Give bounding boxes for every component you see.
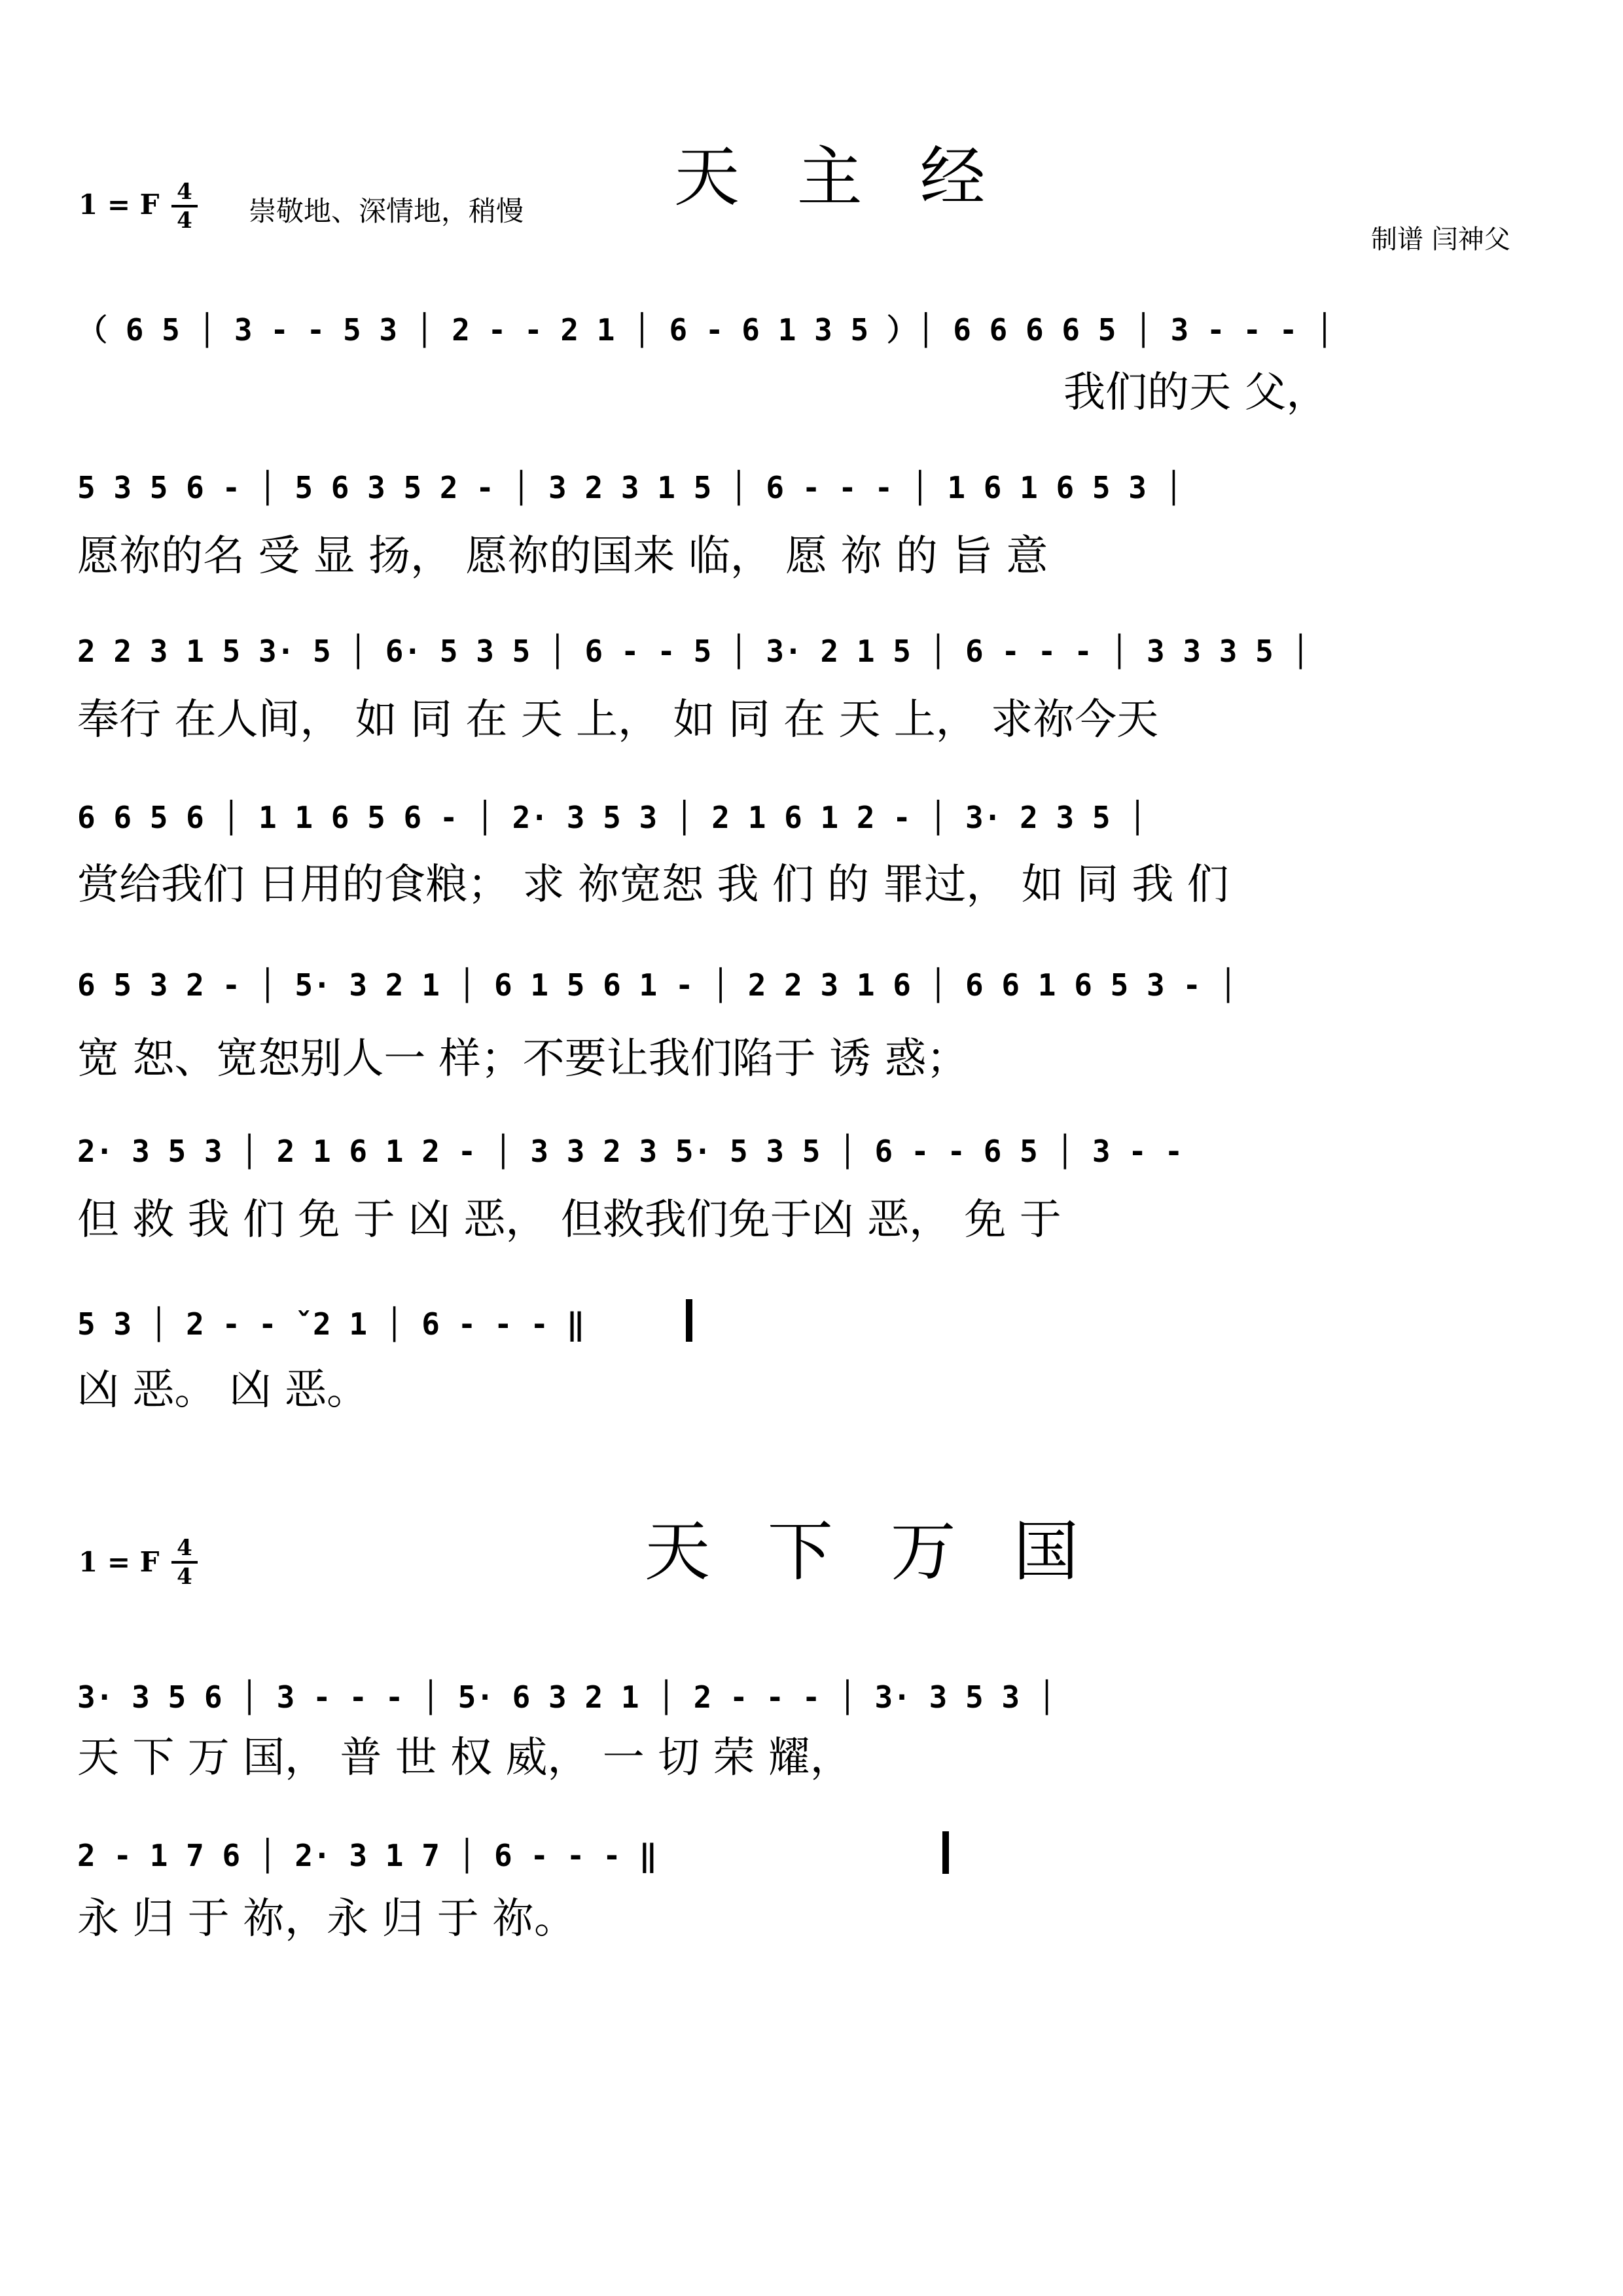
time-signature-top: 4 — [177, 179, 192, 205]
song1-notes-line-7: 5 3 │ 2 - - ˇ2 1 │ 6 - - - ‖ — [77, 1306, 585, 1342]
song1-final-barline — [686, 1299, 692, 1342]
song2-time-signature — [171, 1537, 198, 1588]
song1-title: 天 主 经 — [674, 139, 1004, 215]
song1-lyrics-line-1: 我们的天 父， — [1063, 368, 1329, 417]
song1-lyrics-line-6: 但 救 我 们 免 于 凶 恶， 但救我们免于凶 恶， 免 于 — [77, 1196, 1061, 1244]
song1-lyrics-line-5: 宽 恕、宽恕别人一 样；不要让我们陷于 诱 惑； — [77, 1035, 969, 1083]
song1-lyrics-line-7: 凶 恶。 凶 恶。 — [77, 1366, 369, 1414]
song1-notes-line-2: 5 3 5 6 - │ 5 6 3 5 2 - │ 3 2 3 1 5 │ 6 - - - │ 1 6 1 6 5 3 │ — [77, 470, 1183, 505]
song1-notes-line-5: 6 5 3 2 - │ 5· 3 2 1 │ 6 1 5 6 1 - │ 2 2 3 1 6 │ 6 6 1 6 5 3 - │ — [77, 967, 1238, 1003]
song2-lyrics-line-2: 永 归 于 祢，永 归 于 祢。 — [77, 1895, 577, 1943]
song1-notes-line-3: 2 2 3 1 5 3· 5 │ 6· 5 3 5 │ 6 - - 5 │ 3· 2 1 5 │ 6 - - - │ 3 3 3 5 │ — [77, 634, 1310, 669]
song1-lyrics-line-3: 奉行 在人间， 如 同 在 天 上， 如 同 在 天 上， 求祢今天 — [77, 696, 1159, 744]
song2-final-barline — [942, 1831, 949, 1874]
song2-notes-line-2: 2 - 1 7 6 │ 2· 3 1 7 │ 6 - - - ‖ — [77, 1838, 658, 1873]
song1-lyrics-line-2: 愿祢的名 受 显 扬， 愿祢的国来 临， 愿 祢 的 旨 意 — [77, 532, 1048, 581]
song1-key-signature: 1 = F — [79, 188, 160, 221]
time-signature-bottom: 4 — [177, 207, 192, 234]
song1-time-signature — [171, 181, 198, 232]
time-signature-bottom: 4 — [177, 1564, 192, 1590]
song2-key-signature: 1 = F — [79, 1546, 160, 1578]
song1-lyrics-line-4: 赏给我们 日用的食粮； 求 祢宽恕 我 们 的 罪过， 如 同 我 们 — [77, 861, 1229, 909]
song1-credit: 制谱 闫神父 — [1371, 224, 1510, 255]
song1-notes-line-4: 6 6 5 6 │ 1 1 6 5 6 - │ 2· 3 5 3 │ 2 1 6 1 2 - │ 3· 2 3 5 │ — [77, 800, 1147, 835]
song1-notes-line-6: 2· 3 5 3 │ 2 1 6 1 2 - │ 3 3 2 3 5· 5 3 5 │ 6 - - 6 5 │ 3 - - — [77, 1134, 1183, 1169]
time-signature-top: 4 — [177, 1535, 192, 1561]
song2-title: 天 下 万 国 — [645, 1513, 1097, 1590]
song1-tempo-marking: 崇敬地、深情地，稍慢 — [249, 195, 524, 227]
song2-notes-line-1: 3· 3 5 6 │ 3 - - - │ 5· 6 3 2 1 │ 2 - - - │ 3· 3 5 3 │ — [77, 1679, 1056, 1715]
song2-lyrics-line-1: 天 下 万 国， 普 世 权 威， 一 切 荣 耀， — [77, 1734, 852, 1782]
song1-notes-line-1: （ 6 5 │ 3 - - 5 3 │ 2 - - 2 1 │ 6 - 6 1 3 5 ）│ 6 6 6 6 5 │ 3 - - - │ — [77, 312, 1334, 348]
